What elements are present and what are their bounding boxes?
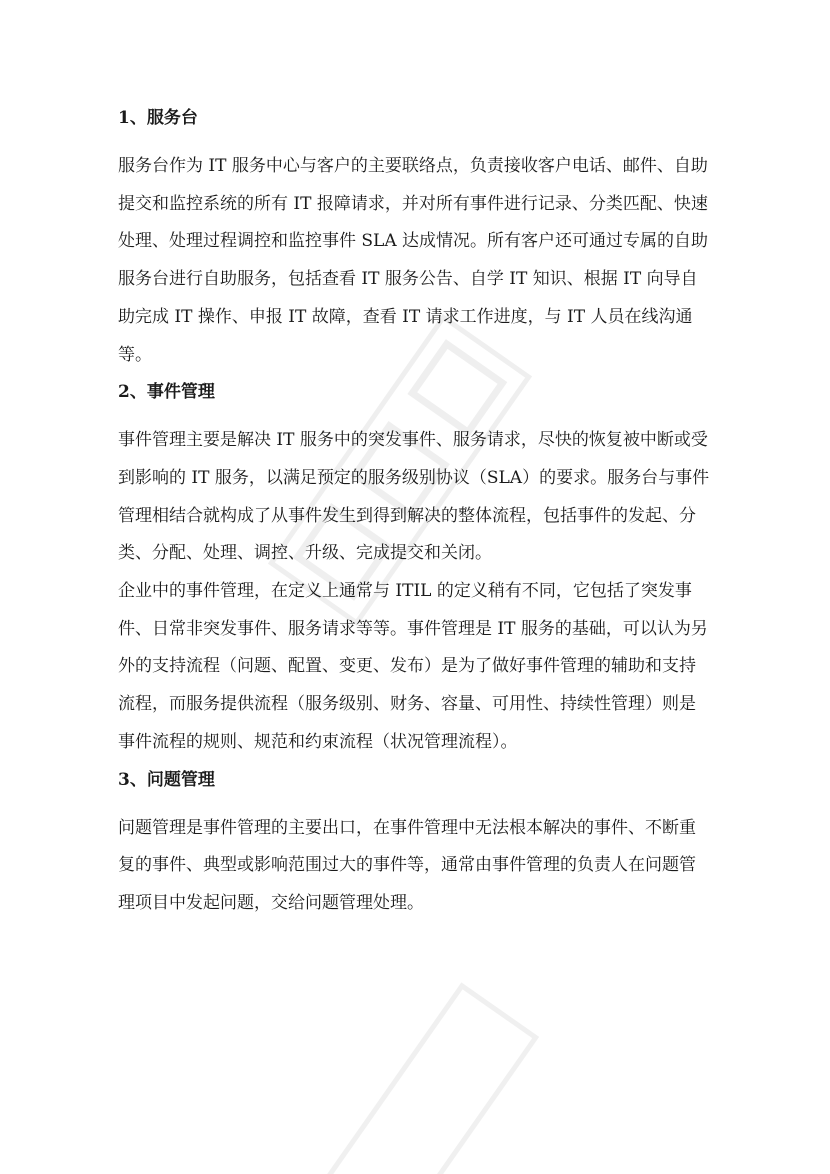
text-line: 复的事件、典型或影响范围过大的事件等，通常由事件管理的负责人在问题管 [118, 855, 696, 876]
section-service-desk [118, 106, 718, 374]
paragraph [118, 422, 718, 573]
text-line: 提交和监控系统的所有 IT 报障请求，并对所有事件进行记录、分类匹配、快速 [118, 193, 708, 214]
paragraph [118, 148, 718, 374]
text-line: 服务台进行自助服务，包括查看 IT 服务公告、自学 IT 知识、根据 IT 向导自 [118, 269, 698, 290]
text-line: 到影响的 IT 服务，以满足预定的服务级别协议（SLA）的要求。服务台与事件 [118, 467, 710, 488]
text-line: 事件管理主要是解决 IT 服务中的突发事件、服务请求，尽快的恢复被中断或受 [118, 430, 708, 451]
text-line: 件、日常非突发事件、服务请求等等。事件管理是 IT 服务的基础，可以认为另 [118, 618, 708, 639]
text-line: 问题管理是事件管理的主要出口，在事件管理中无法根本解决的事件、不断重 [118, 817, 696, 838]
text-line: 助完成 IT 操作、申报 IT 故障，查看 IT 请求工作进度，与 IT 人员在线沟通 [118, 306, 693, 327]
section-heading: 1、服务台 [118, 108, 198, 128]
section-problem-management [118, 768, 718, 923]
text-line: 理项目中发起问题，交给问题管理处理。 [118, 892, 424, 913]
text-line: 流程，而服务提供流程（服务级别、财务、容量、可用性、持续性管理）则是 [118, 694, 696, 715]
section-heading: 3、问题管理 [118, 769, 215, 790]
section-heading: 2、事件管理 [118, 382, 215, 403]
text-line: 类、分配、处理、调控、升级、完成提交和关闭。 [118, 543, 492, 564]
text-line: 企业中的事件管理，在定义上通常与 ITIL 的定义稍有不同，它包括了突发事 [118, 581, 692, 602]
section-incident-management [118, 380, 718, 761]
paragraph [118, 573, 718, 762]
paragraph [118, 810, 718, 923]
text-line: 处理、处理过程调控和监控事件 SLA 达成情况。所有客户还可通过专属的自助 [118, 231, 709, 252]
text-line: 服务台作为 IT 服务中心与客户的主要联络点，负责接收客户电话、邮件、自助 [118, 156, 708, 176]
text-line: 等。 [118, 344, 152, 365]
document-body [118, 106, 718, 923]
text-line: 事件流程的规则、规范和约束流程（状况管理流程）。 [118, 731, 518, 752]
text-line: 外的支持流程（问题、配置、变更、发布）是为了做好事件管理的辅助和支持 [118, 656, 696, 677]
text-line: 管理相结合就构成了从事件发生到得到解决的整体流程，包括事件的发起、分 [118, 505, 696, 526]
